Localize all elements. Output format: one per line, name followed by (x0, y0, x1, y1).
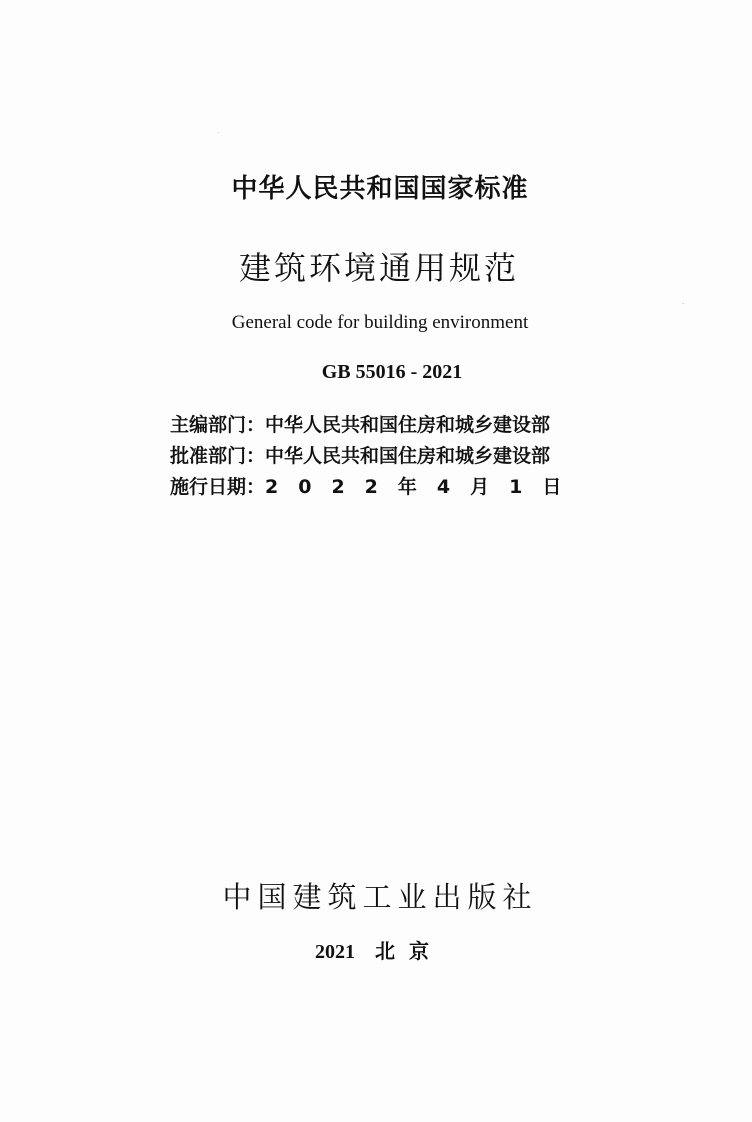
chief-editor-label: 主编部门： (170, 414, 266, 436)
chief-editor-value: 中华人民共和国住房和城乡建设部 (265, 414, 551, 436)
standard-code-number: GB 55016 - 2021 (321, 361, 463, 383)
approver-line (170, 441, 550, 468)
approver-value: 中华人民共和国住房和城乡建设部 (265, 445, 551, 467)
effective-date-value: 2022年4月1日 (265, 476, 582, 498)
publication-year: 2021 (315, 941, 355, 963)
chief-editor-line (170, 410, 550, 437)
document-title-english: General code for building environment (231, 312, 529, 333)
scan-speck (218, 132, 219, 133)
effective-date-label: 施行日期： (170, 476, 266, 498)
publication-place-year (0, 935, 752, 964)
publication-city: 北京 (375, 941, 443, 963)
effective-date-line (170, 472, 581, 499)
approver-label: 批准部门： (170, 445, 266, 467)
standard-type-heading: 中华人民共和国国家标准 (231, 174, 529, 204)
publisher-name: 中国建筑工业出版社 (222, 880, 538, 914)
scan-speck (682, 303, 684, 304)
document-title-chinese: 建筑环境通用规范 (238, 249, 519, 287)
